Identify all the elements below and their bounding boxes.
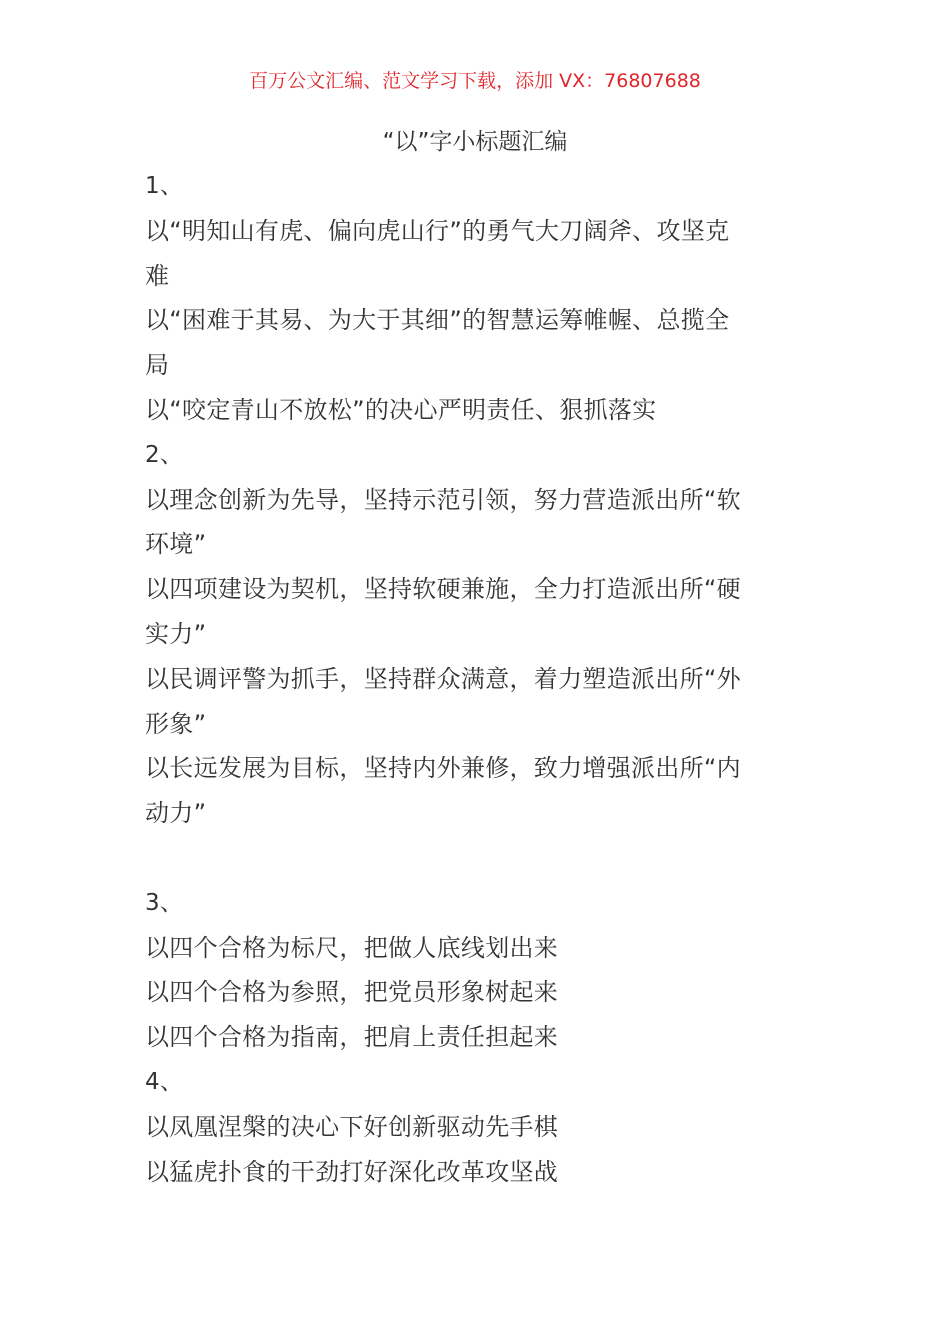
text-line: 以四个合格为参照，把党员形象树起来 <box>145 978 559 1007</box>
section-number: 4、 <box>145 1068 184 1095</box>
text-line: 以凤凰涅槃的决心下好创新驱动先手棋 <box>145 1112 559 1141</box>
text-line: 以“咬定青山不放松”的决心严明责任、狠抓落实 <box>145 395 657 424</box>
section-number: 3、 <box>145 889 184 916</box>
text-line: 形象” <box>145 709 207 738</box>
document-body <box>145 164 795 1194</box>
text-line: 以四个合格为标尺，把做人底线划出来 <box>145 933 559 962</box>
banner-notice: 百万公文汇编、范文学习下载，添加 VX：76807688 <box>249 70 701 92</box>
blank-line <box>145 836 795 881</box>
text-line: 以理念创新为先导，坚持示范引领，努力营造派出所“软 <box>145 485 741 514</box>
text-line: 以长远发展为目标，坚持内外兼修，致力增强派出所“内 <box>145 754 741 783</box>
text-line: 动力” <box>145 799 207 828</box>
text-line: 以民调评警为抓手，坚持群众满意，着力塑造派出所“外 <box>145 664 741 693</box>
section-number: 2、 <box>145 441 184 468</box>
text-line: 以猛虎扑食的干劲打好深化改革攻坚战 <box>145 1157 559 1186</box>
text-line: 以“困难于其易、为大于其细”的智慧运筹帷幄、总揽全 <box>145 306 730 335</box>
text-line: 以“明知山有虎、偏向虎山行”的勇气大刀阔斧、攻坚克 <box>145 216 730 245</box>
text-line: 环境” <box>145 530 207 559</box>
document-title: “以”字小标题汇编 <box>382 129 568 155</box>
text-line: 以四个合格为指南，把肩上责任担起来 <box>145 1023 559 1052</box>
text-line: 以四项建设为契机，坚持软硬兼施，全力打造派出所“硬 <box>145 575 741 604</box>
section-number: 1、 <box>145 173 184 199</box>
text-line: 局 <box>145 351 170 380</box>
text-line: 难 <box>145 261 170 290</box>
text-line: 实力” <box>145 619 207 648</box>
